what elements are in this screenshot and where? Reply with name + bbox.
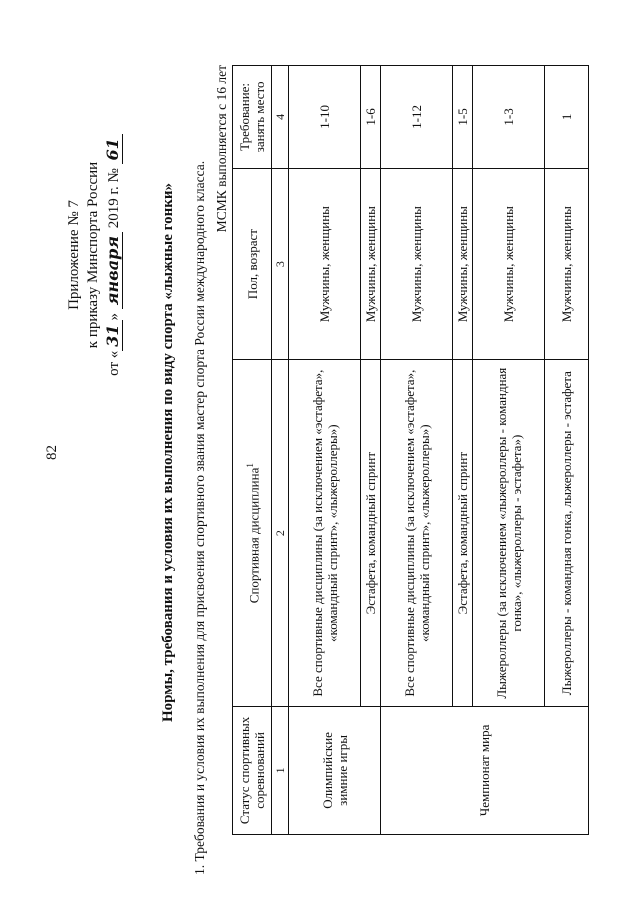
column-number: 4 bbox=[272, 66, 289, 169]
document-title: Нормы, требования и условия их выполнения по виду спорта «лыжные гонки» bbox=[160, 182, 176, 723]
discipline-cell: Все спортивные дисциплины (за исключением «эстафета», «командный спринт», «лыжероллеры») bbox=[289, 360, 361, 706]
gender-cell: Мужчины, женщины bbox=[473, 168, 545, 360]
status-cell: Чемпионат мира bbox=[381, 706, 589, 834]
column-number: 2 bbox=[272, 360, 289, 706]
discipline-cell: Лыжероллеры (за исключением «лыжероллеры - командная гонка», «лыжероллеры - эстафета») bbox=[473, 360, 545, 706]
footnote-marker: 1 bbox=[244, 463, 255, 468]
gender-cell: Мужчины, женщины bbox=[381, 168, 453, 360]
header-discipline bbox=[233, 360, 272, 706]
appendix-date bbox=[103, 105, 124, 405]
table-header-row bbox=[233, 66, 272, 835]
appendix-header bbox=[65, 105, 124, 405]
discipline-cell: Все спортивные дисциплины (за исключением «эстафета», «командный спринт», «лыжероллеры») bbox=[381, 360, 453, 706]
gender-cell: Мужчины, женщины bbox=[289, 168, 361, 360]
column-number: 3 bbox=[272, 168, 289, 360]
date-number: 61 bbox=[103, 134, 123, 164]
place-cell: 1-12 bbox=[381, 66, 453, 169]
header-gender: Пол, возраст bbox=[233, 168, 272, 360]
discipline-cell: Лыжероллеры - командная гонка, лыжероллеры - эстафета bbox=[545, 360, 589, 706]
date-year-prefix: 2019 г. № bbox=[106, 168, 122, 229]
table-row bbox=[381, 66, 453, 835]
place-cell: 1-5 bbox=[453, 66, 473, 169]
header-place: Требование: занять место bbox=[233, 66, 272, 169]
requirements-table bbox=[232, 65, 589, 835]
date-prefix: от « bbox=[106, 350, 122, 376]
header-status: Статус спортивных соревнований bbox=[233, 706, 272, 834]
table-row bbox=[289, 66, 361, 835]
date-mid: » bbox=[106, 312, 122, 321]
date-day: 31 bbox=[103, 320, 123, 350]
gender-cell: Мужчины, женщины bbox=[453, 168, 473, 360]
appendix-number: Приложение № 7 bbox=[66, 200, 82, 310]
gender-cell: Мужчины, женщины bbox=[361, 168, 381, 360]
date-month: января bbox=[103, 232, 123, 309]
gender-cell: Мужчины, женщины bbox=[545, 168, 589, 360]
page-number: 82 bbox=[44, 445, 60, 460]
requirement-intro: 1. Требования и условия их выполнения для присвоения спортивного звания мастер спорта России международного класса. bbox=[192, 160, 207, 875]
column-number: 1 bbox=[272, 706, 289, 834]
status-cell: Олимпийские зимние игры bbox=[289, 706, 381, 834]
discipline-cell: Эстафета, командный спринт bbox=[453, 360, 473, 706]
appendix-order: к приказу Минспорта России bbox=[85, 161, 101, 349]
column-number-row bbox=[272, 66, 289, 835]
discipline-cell: Эстафета, командный спринт bbox=[361, 360, 381, 706]
msmk-note: МСМК выполняется с 16 лет bbox=[214, 65, 229, 233]
place-cell: 1-6 bbox=[361, 66, 381, 169]
header-discipline-label: Спортивная дисциплина bbox=[246, 467, 262, 604]
place-cell: 1-10 bbox=[289, 66, 361, 169]
place-cell: 1 bbox=[545, 66, 589, 169]
place-cell: 1-3 bbox=[473, 66, 545, 169]
